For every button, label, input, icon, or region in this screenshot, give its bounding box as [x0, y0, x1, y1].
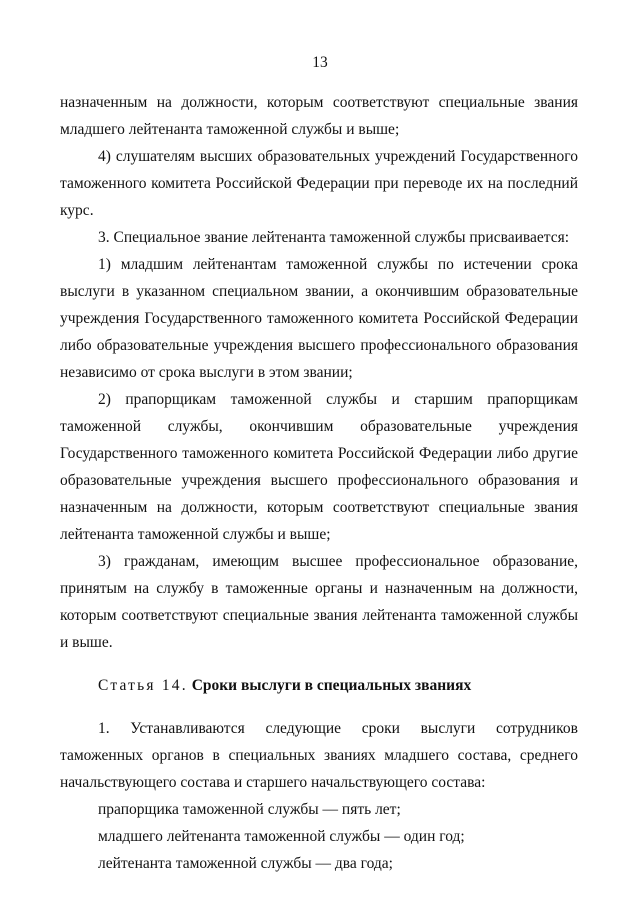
- article-title: Сроки выслуги в специальных званиях: [191, 677, 472, 694]
- paragraph-sub-3: 3) гражданам, имеющим высшее профессиональное образование, принятым на службу в таможенные органы и назначенным на должности, которым соответствуют специальные звания лейтенанта таможенной службы и выше.: [60, 553, 578, 651]
- article-paragraph-1: 1. Устанавливаются следующие сроки выслуги сотрудников таможенных органов в специальных званиях младшего состава, среднего начальствующего состава и старшего начальствующего состава:: [60, 720, 578, 791]
- article-heading: [60, 672, 578, 699]
- paragraph-sub-1: 1) младшим лейтенантам таможенной службы по истечении срока выслуги в указанном специальном звании, а окончившим образовательные учреждения Государственного таможенного комитета Российской Федерации либо образовательные учреждения высшего профессионального образования независимо от срока выслуги в этом звании;: [60, 256, 578, 381]
- term-item-junior-lieutenant: младшего лейтенанта таможенной службы — один год;: [98, 828, 465, 845]
- page-number: 13: [312, 54, 328, 71]
- paragraph-item-4: 4) слушателям высших образовательных учреждений Государственного таможенного комитета Российской Федерации при переводе их на последний курс.: [60, 148, 578, 219]
- term-item-lieutenant: лейтенанта таможенной службы — два года;: [98, 855, 393, 872]
- paragraph-continuation: назначенным на должности, которым соответствуют специальные звания младшего лейтенанта таможенной службы и выше;: [60, 94, 578, 138]
- document-body: [60, 89, 578, 877]
- term-item-warrant-officer: прапорщика таможенной службы — пять лет;: [98, 801, 401, 818]
- paragraph-sub-2: 2) прапорщикам таможенной службы и старшим прапорщикам таможенной службы, окончившим образовательные учреждения Государственного таможенного комитета Российской Федерации либо другие образовательные учреждения высшего профессионального образования и назначенным на должности, которым соответствуют специальные звания лейтенанта таможенной службы и выше;: [60, 391, 578, 543]
- paragraph-section-3: 3. Специальное звание лейтенанта таможенной службы присваивается:: [98, 229, 570, 246]
- article-label: Статья 14.: [98, 677, 188, 694]
